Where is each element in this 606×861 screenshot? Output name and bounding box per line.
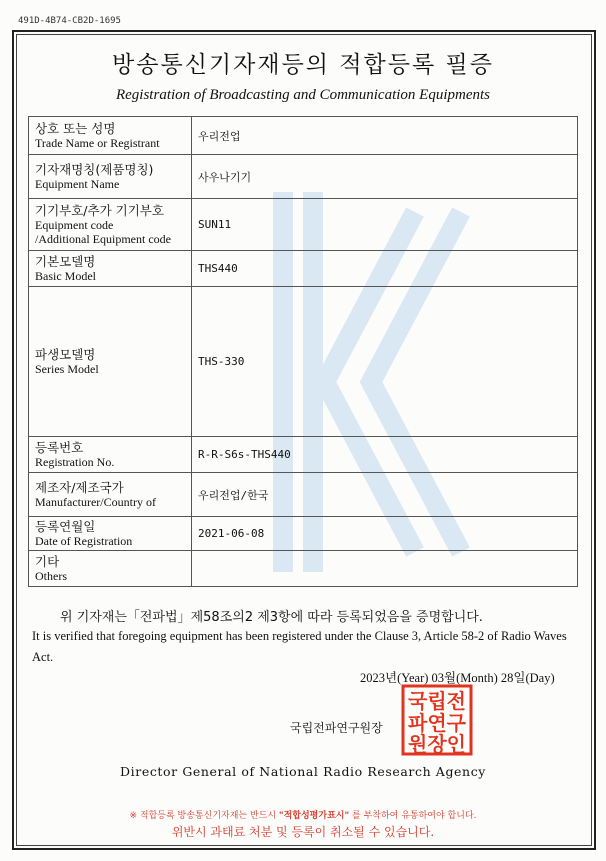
label-korean: 등록연월일 (35, 519, 96, 534)
label-english: Trade Name or Registrant (35, 136, 160, 150)
row-manufacturer (29, 473, 578, 517)
row-trade-name (29, 117, 578, 155)
label-korean: 파생모델명 (35, 347, 96, 362)
label-english: Basic Model (35, 269, 96, 283)
row-equipment-code (29, 199, 578, 251)
row-series-model (29, 287, 578, 437)
value-equipment-code: SUN11 (192, 199, 578, 251)
registration-table (28, 116, 578, 587)
label-english: Series Model (35, 362, 99, 376)
value-basic-model: THS440 (192, 251, 578, 287)
value-equipment-name: 사우나기기 (192, 155, 578, 199)
warning-text-b: 를 부착하여 유통하여야 합니다. (349, 811, 477, 821)
warning-line-2: 위반시 과태료 처분 및 등록이 취소될 수 있습니다. (171, 825, 435, 839)
value-registration-date: 2021-06-08 (192, 517, 578, 551)
label-english: Equipment code (35, 218, 114, 232)
label-cell (29, 437, 192, 473)
label-korean: 상호 또는 성명 (35, 121, 116, 136)
statement-english: It is verified that foregoing equipment has been registered under the Clause 3, Article 58-2 of Radio Waves Act. (32, 629, 567, 664)
label-cell (29, 473, 192, 517)
warning-text-a: ※ 적합등록 방송통신기자재는 반드시 (129, 811, 279, 821)
label-cell (29, 287, 192, 437)
issue-date: 2023년(Year) 03월(Month) 28일(Day) (360, 671, 555, 685)
official-seal-stamp (401, 684, 473, 756)
label-english: Equipment Name (35, 177, 120, 191)
value-others (192, 551, 578, 587)
value-manufacturer: 우리전업/한국 (192, 473, 578, 517)
svg-text:파연구: 파연구 (408, 711, 466, 735)
label-cell (29, 251, 192, 287)
label-english-additional: /Additional Equipment code (35, 232, 171, 246)
warning-line-1 (0, 808, 606, 821)
value-trade-name: 우리전업 (192, 117, 578, 155)
label-korean: 제조자/제조국가 (35, 480, 124, 495)
label-cell (29, 117, 192, 155)
label-english: Date of Registration (35, 534, 133, 548)
row-equipment-name (29, 155, 578, 199)
label-cell (29, 517, 192, 551)
issuer-english: Director General of National Radio Research Agency (120, 764, 486, 779)
label-cell (29, 155, 192, 199)
value-registration-no: R-R-S6s-THS440 (192, 437, 578, 473)
svg-text:국립전: 국립전 (408, 689, 466, 713)
label-english: Registration No. (35, 455, 115, 469)
title-english: Registration of Broadcasting and Communication Equipments (115, 87, 490, 103)
label-korean: 등록번호 (35, 440, 84, 455)
row-others (29, 551, 578, 587)
label-cell (29, 551, 192, 587)
row-registration-no (29, 437, 578, 473)
warning-emphasis: "적합성평가표시" (278, 811, 350, 821)
label-korean: 기본모델명 (35, 254, 96, 269)
label-english: Manufacturer/Country of (35, 495, 156, 509)
label-cell (29, 199, 192, 251)
row-basic-model (29, 251, 578, 287)
statement-korean: 위 기자재는「전파법」제58조의2 제3항에 따라 등록되었음을 증명합니다. (60, 610, 483, 625)
label-korean: 기자재명칭(제품명칭) (35, 162, 154, 177)
document-id: 491D-4B74-CB2D-1695 (18, 16, 121, 26)
row-registration-date (29, 517, 578, 551)
title-korean: 방송통신기자재등의 적합등록 필증 (112, 52, 494, 78)
label-korean: 기기부호/추가 기기부호 (35, 203, 164, 218)
label-korean: 기타 (35, 554, 60, 569)
svg-text:원장인: 원장인 (408, 732, 466, 756)
issuer-korean: 국립전파연구원장 (290, 721, 383, 735)
value-series-model: THS-330 (192, 287, 578, 437)
label-english: Others (35, 569, 67, 583)
